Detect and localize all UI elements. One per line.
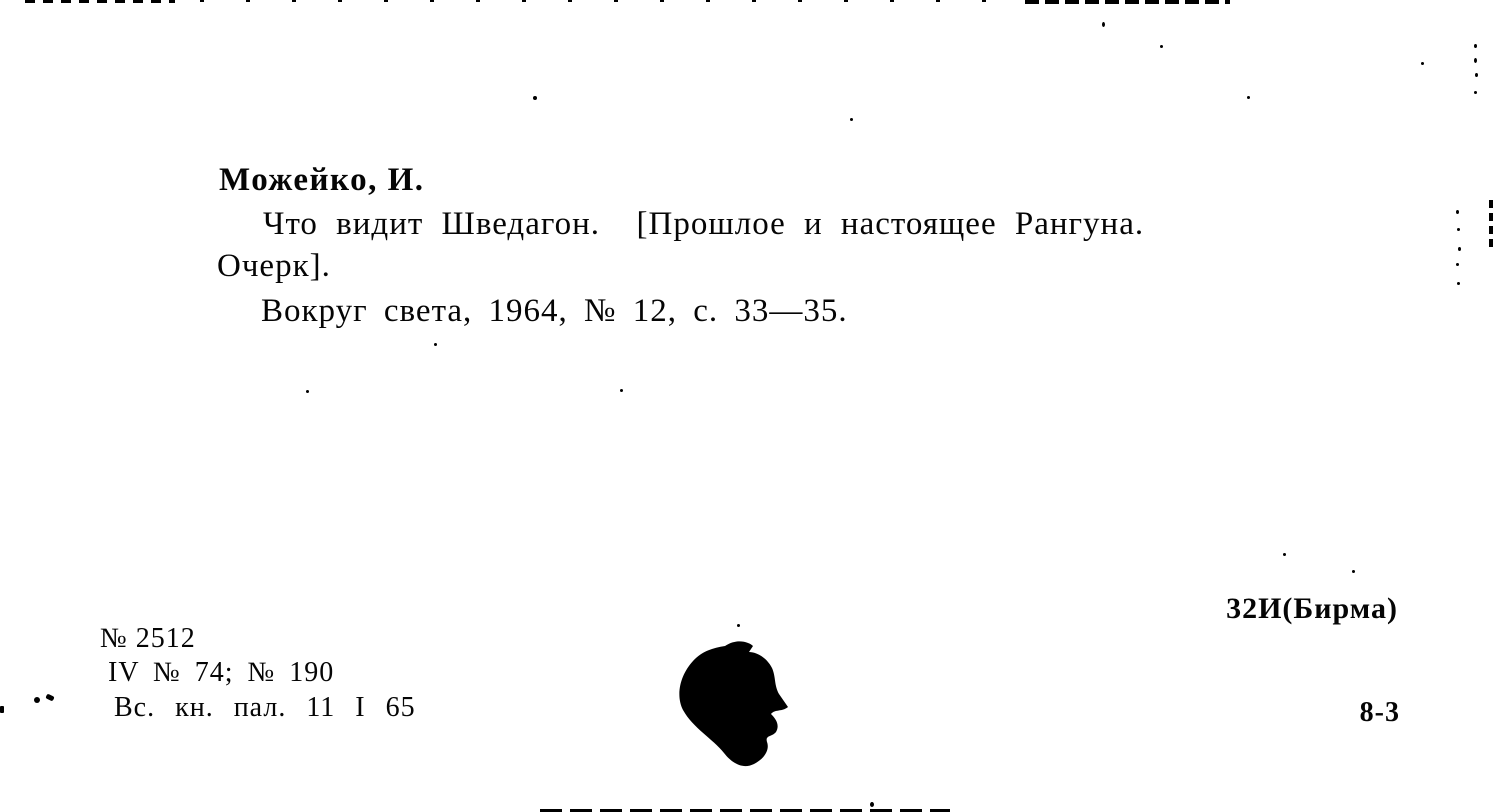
scan-artifact-top-edge-left (25, 0, 175, 3)
shelf-code: 8-3 (1359, 697, 1400, 728)
noise-dot (434, 343, 437, 346)
noise-dot (1421, 62, 1424, 65)
noise-dot (1475, 73, 1478, 77)
noise-dot (0, 706, 4, 713)
noise-dot (1458, 247, 1461, 251)
noise-dot (1456, 263, 1459, 266)
registration-numbers: IV № 74; № 190 (108, 657, 335, 688)
noise-dot (45, 694, 54, 702)
classification-code: 32И(Бирма) (1226, 592, 1398, 625)
noise-dot (34, 697, 40, 703)
book-chamber-note: Вс. кн. пал. 11 I 65 (114, 692, 416, 723)
noise-dot (1352, 570, 1355, 573)
noise-dot (850, 118, 853, 121)
scan-artifact-top-edge-right (1025, 0, 1230, 4)
noise-dot (620, 389, 623, 392)
noise-dot (1160, 45, 1163, 48)
noise-dot (1283, 553, 1286, 556)
noise-dot (1102, 22, 1105, 27)
author-heading: Можейко, И. (219, 162, 425, 198)
noise-dot (533, 96, 537, 100)
noise-dot (737, 624, 740, 627)
noise-dot (870, 802, 874, 807)
noise-dot (1474, 91, 1477, 94)
noise-dot (1457, 228, 1460, 231)
scan-artifact-top-edge-middle (200, 0, 1020, 2)
noise-dot (1456, 210, 1459, 214)
accession-number: № 2512 (100, 623, 196, 654)
noise-dot (1474, 58, 1477, 63)
title-line-1: Что видит Шведагон. [Прошлое и настоящее Рангуна. (263, 206, 1145, 242)
noise-dot (1247, 96, 1250, 99)
source-citation: Вокруг света, 1964, № 12, с. 33—35. (261, 293, 848, 329)
noise-dot (1457, 282, 1460, 285)
title-line-2: Очерк]. (217, 248, 331, 284)
noise-dot (1474, 44, 1477, 48)
ink-blot-stain (675, 640, 793, 773)
noise-dot (306, 390, 309, 393)
scan-artifact-right-edge (1489, 200, 1493, 252)
